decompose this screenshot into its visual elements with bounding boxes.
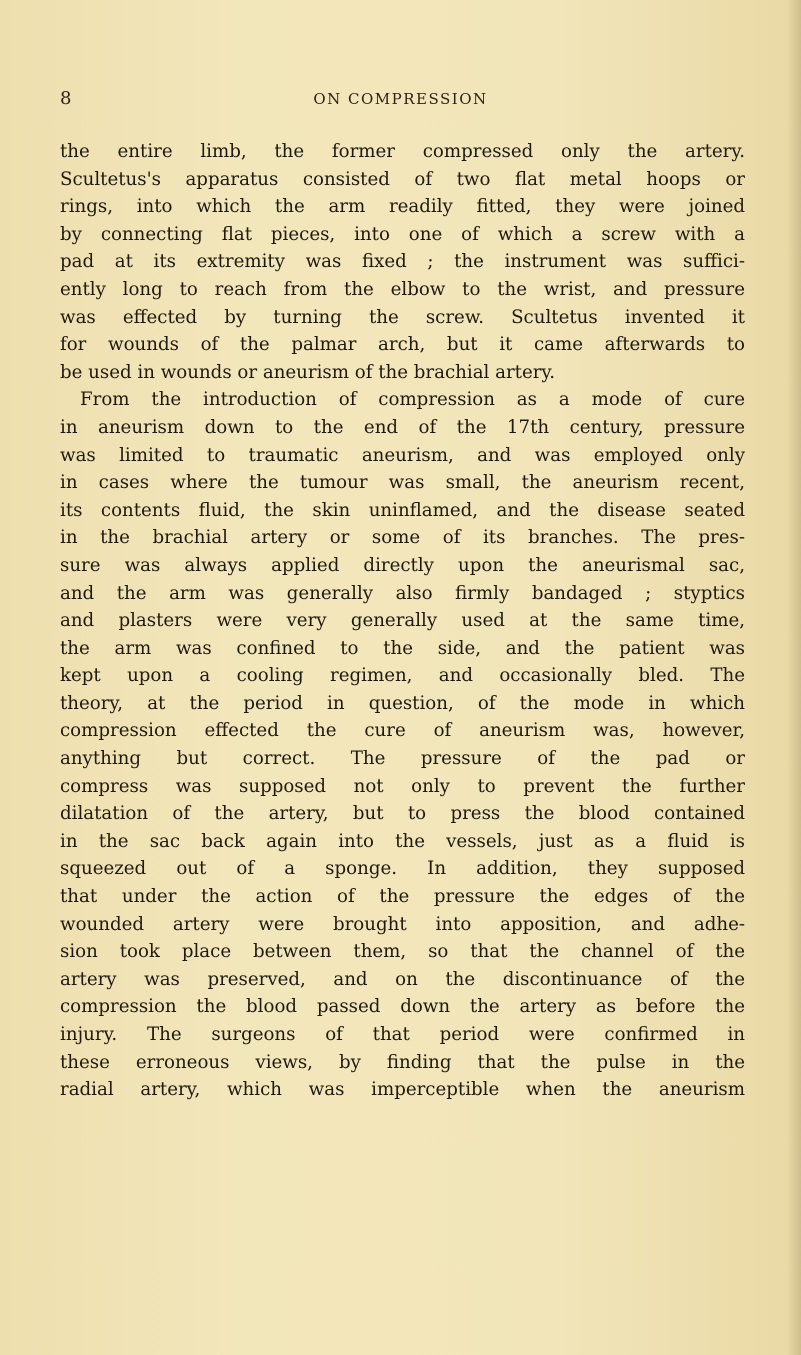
body-text xyxy=(60,138,745,1104)
text-line: From the introduction of compression as a mode of cure xyxy=(80,389,745,411)
text-line: compression the blood passed down the artery as before the xyxy=(60,996,745,1018)
text-line: rings, into which the arm readily fitted, they were joined xyxy=(60,196,745,218)
text-line: was effected by turning the screw. Scultetus invented it xyxy=(60,306,745,328)
paragraph xyxy=(60,386,745,1103)
text-line: dilatation of the artery, but to press the blood contained xyxy=(60,803,745,825)
text-line: the entire limb, the former compressed only the artery. xyxy=(60,141,745,162)
text-line: injury. The surgeons of that period were confirmed in xyxy=(60,1024,745,1045)
text-line: in the brachial artery or some of its branches. The pres- xyxy=(60,527,745,549)
text-line: sure was always applied directly upon the aneurismal sac, xyxy=(60,554,745,576)
page-edge-shadow xyxy=(787,0,801,1355)
text-line: in cases where the tumour was small, the aneurism recent, xyxy=(60,472,745,494)
text-line: theory, at the period in question, of the mode in which xyxy=(60,692,745,714)
text-line: squeezed out of a sponge. In addition, they supposed xyxy=(60,858,745,880)
text-line: radial artery, which was imperceptible when the aneurism xyxy=(60,1079,745,1101)
text-line: be used in wounds or aneurism of the brachial artery. xyxy=(60,361,556,383)
text-line: compress was supposed not only to prevent the further xyxy=(60,775,745,797)
paragraph xyxy=(60,138,745,386)
running-head-title: ON COMPRESSION xyxy=(313,90,488,108)
text-line: for wounds of the palmar arch, but it came afterwards to xyxy=(60,334,745,356)
page-number: 8 xyxy=(60,88,72,109)
text-line: anything but correct. The pressure of the pad or xyxy=(60,748,745,770)
text-line: that under the action of the pressure the edges of the xyxy=(60,886,745,908)
text-line: and the arm was generally also firmly bandaged ; styptics xyxy=(60,582,745,604)
text-line: was limited to traumatic aneurism, and was employed only xyxy=(60,444,745,466)
text-line: its contents fluid, the skin uninflamed, and the disease seated xyxy=(60,499,745,521)
text-line: and plasters were very generally used at the same time, xyxy=(60,610,745,632)
text-line: by connecting flat pieces, into one of which a screw with a xyxy=(60,223,745,245)
text-line: pad at its extremity was fixed ; the instrument was suffici- xyxy=(60,251,745,273)
text-line: kept upon a cooling regimen, and occasionally bled. The xyxy=(60,665,745,687)
text-line: wounded artery were brought into apposition, and adhe- xyxy=(60,913,745,935)
text-line: artery was preserved, and on the discontinuance of the xyxy=(60,968,745,990)
text-line: in the sac back again into the vessels, just as a fluid is xyxy=(60,830,745,852)
text-line: ently long to reach from the elbow to the wrist, and pressure xyxy=(60,278,745,300)
text-line: in aneurism down to the end of the 17th century, pressure xyxy=(60,416,745,438)
running-head xyxy=(60,88,741,114)
text-line: these erroneous views, by finding that the pulse in the xyxy=(60,1051,745,1073)
text-line: sion took place between them, so that the channel of the xyxy=(60,941,745,963)
text-line: Scultetus's apparatus consisted of two flat metal hoops or xyxy=(60,168,745,190)
text-line: compression effected the cure of aneurism was, however, xyxy=(60,720,745,742)
text-line: the arm was confined to the side, and the patient was xyxy=(60,637,745,659)
